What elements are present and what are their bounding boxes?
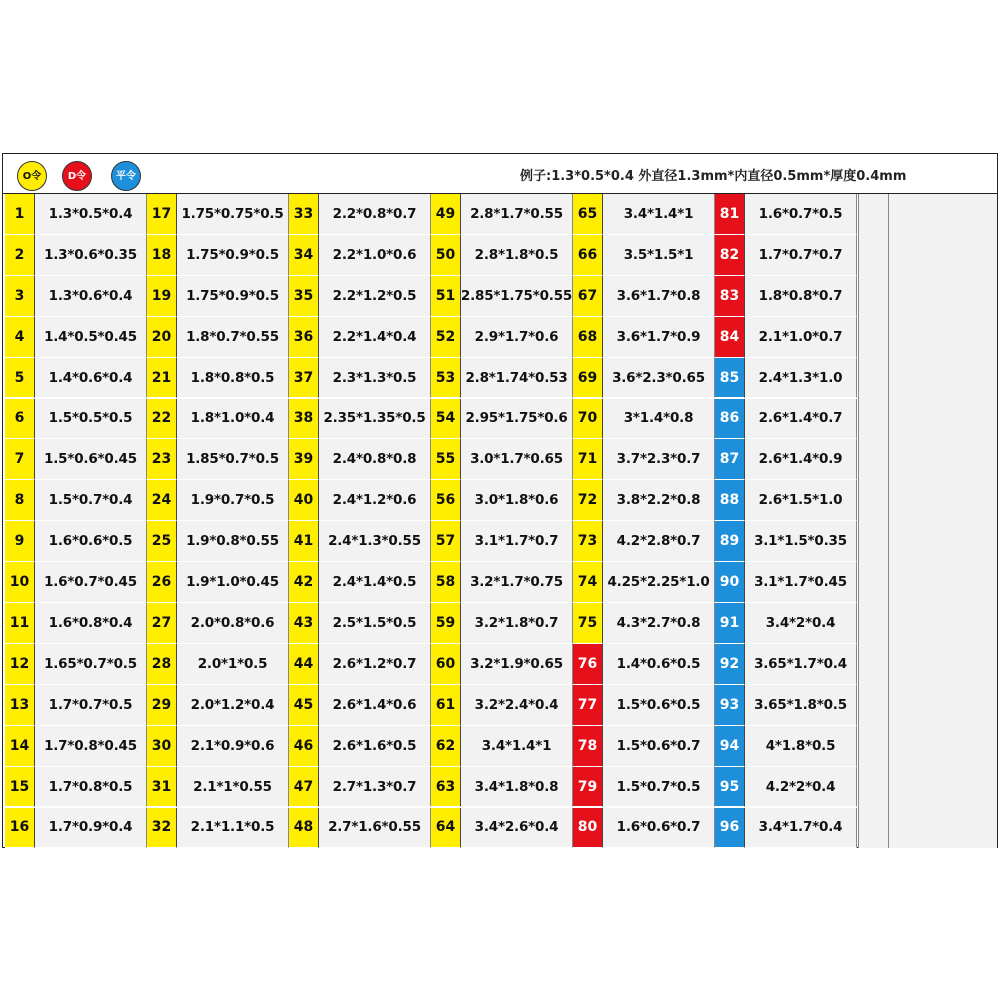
item-number-67: 67 (573, 276, 603, 317)
item-number-83: 83 (715, 276, 745, 317)
item-number-35: 35 (289, 276, 319, 317)
item-number-69: 69 (573, 358, 603, 399)
item-size-75: 4.3*2.7*0.8 (603, 603, 715, 644)
item-size-70: 3*1.4*0.8 (603, 399, 715, 440)
item-size-90: 3.1*1.7*0.45 (745, 562, 857, 603)
item-number-49: 49 (431, 194, 461, 235)
item-number-84: 84 (715, 317, 745, 358)
item-size-79: 1.5*0.7*0.5 (603, 767, 715, 808)
item-size-47: 2.7*1.3*0.7 (319, 767, 431, 808)
item-number-77: 77 (573, 685, 603, 726)
item-size-49: 2.8*1.7*0.55 (461, 194, 573, 235)
item-number-1: 1 (5, 194, 35, 235)
item-size-27: 2.0*0.8*0.6 (177, 603, 289, 644)
item-size-91: 3.4*2*0.4 (745, 603, 857, 644)
item-number-27: 27 (147, 603, 177, 644)
item-number-87: 87 (715, 439, 745, 480)
item-size-42: 2.4*1.4*0.5 (319, 562, 431, 603)
item-size-73: 4.2*2.8*0.7 (603, 521, 715, 562)
item-size-1: 1.3*0.5*0.4 (35, 194, 147, 235)
item-number-94: 94 (715, 726, 745, 767)
item-size-39: 2.4*0.8*0.8 (319, 439, 431, 480)
item-size-88: 2.6*1.5*1.0 (745, 480, 857, 521)
item-size-22: 1.8*1.0*0.4 (177, 399, 289, 440)
item-number-79: 79 (573, 767, 603, 808)
item-size-7: 1.5*0.6*0.45 (35, 439, 147, 480)
item-number-5: 5 (5, 358, 35, 399)
item-number-85: 85 (715, 358, 745, 399)
item-size-5: 1.4*0.6*0.4 (35, 358, 147, 399)
item-number-37: 37 (289, 358, 319, 399)
item-number-64: 64 (431, 808, 461, 849)
item-size-81: 1.6*0.7*0.5 (745, 194, 857, 235)
item-number-81: 81 (715, 194, 745, 235)
item-size-44: 2.6*1.2*0.7 (319, 644, 431, 685)
item-size-86: 2.6*1.4*0.7 (745, 399, 857, 440)
item-size-56: 3.0*1.8*0.6 (461, 480, 573, 521)
legend-flat-ring-badge: 平令 (111, 161, 141, 191)
item-number-3: 3 (5, 276, 35, 317)
item-number-57: 57 (431, 521, 461, 562)
item-number-15: 15 (5, 767, 35, 808)
item-size-6: 1.5*0.5*0.5 (35, 399, 147, 440)
item-number-50: 50 (431, 235, 461, 276)
item-size-50: 2.8*1.8*0.5 (461, 235, 573, 276)
item-size-24: 1.9*0.7*0.5 (177, 480, 289, 521)
item-size-13: 1.7*0.7*0.5 (35, 685, 147, 726)
item-number-8: 8 (5, 480, 35, 521)
item-size-43: 2.5*1.5*0.5 (319, 603, 431, 644)
item-size-35: 2.2*1.2*0.5 (319, 276, 431, 317)
item-size-74: 4.25*2.25*1.0 (603, 562, 715, 603)
item-size-58: 3.2*1.7*0.75 (461, 562, 573, 603)
item-number-65: 65 (573, 194, 603, 235)
item-size-30: 2.1*0.9*0.6 (177, 726, 289, 767)
size-chart-sheet (2, 153, 998, 848)
item-number-36: 36 (289, 317, 319, 358)
item-number-10: 10 (5, 562, 35, 603)
item-number-71: 71 (573, 439, 603, 480)
legend-o-ring-badge: O令 (17, 161, 47, 191)
item-size-83: 1.8*0.8*0.7 (745, 276, 857, 317)
item-size-53: 2.8*1.74*0.53 (461, 358, 573, 399)
item-number-74: 74 (573, 562, 603, 603)
item-size-46: 2.6*1.6*0.5 (319, 726, 431, 767)
item-number-18: 18 (147, 235, 177, 276)
item-size-40: 2.4*1.2*0.6 (319, 480, 431, 521)
item-size-2: 1.3*0.6*0.35 (35, 235, 147, 276)
item-size-61: 3.2*2.4*0.4 (461, 685, 573, 726)
item-size-4: 1.4*0.5*0.45 (35, 317, 147, 358)
item-number-66: 66 (573, 235, 603, 276)
item-number-45: 45 (289, 685, 319, 726)
item-size-69: 3.6*2.3*0.65 (603, 358, 715, 399)
item-size-82: 1.7*0.7*0.7 (745, 235, 857, 276)
item-size-51: 2.85*1.75*0.55 (461, 276, 573, 317)
item-size-19: 1.75*0.9*0.5 (177, 276, 289, 317)
item-size-52: 2.9*1.7*0.6 (461, 317, 573, 358)
item-size-3: 1.3*0.6*0.4 (35, 276, 147, 317)
item-size-45: 2.6*1.4*0.6 (319, 685, 431, 726)
item-number-56: 56 (431, 480, 461, 521)
item-number-43: 43 (289, 603, 319, 644)
item-number-34: 34 (289, 235, 319, 276)
item-number-6: 6 (5, 399, 35, 440)
item-number-9: 9 (5, 521, 35, 562)
item-size-48: 2.7*1.6*0.55 (319, 808, 431, 849)
item-number-88: 88 (715, 480, 745, 521)
item-number-78: 78 (573, 726, 603, 767)
item-number-73: 73 (573, 521, 603, 562)
item-number-13: 13 (5, 685, 35, 726)
item-size-76: 1.4*0.6*0.5 (603, 644, 715, 685)
item-number-31: 31 (147, 767, 177, 808)
legend-bar (3, 154, 997, 194)
item-number-17: 17 (147, 194, 177, 235)
item-size-95: 4.2*2*0.4 (745, 767, 857, 808)
item-size-17: 1.75*0.75*0.5 (177, 194, 289, 235)
item-number-54: 54 (431, 399, 461, 440)
item-number-44: 44 (289, 644, 319, 685)
item-number-41: 41 (289, 521, 319, 562)
item-number-42: 42 (289, 562, 319, 603)
item-number-63: 63 (431, 767, 461, 808)
item-size-67: 3.6*1.7*0.8 (603, 276, 715, 317)
item-number-47: 47 (289, 767, 319, 808)
item-size-93: 3.65*1.8*0.5 (745, 685, 857, 726)
item-size-78: 1.5*0.6*0.7 (603, 726, 715, 767)
item-size-80: 1.6*0.6*0.7 (603, 808, 715, 849)
item-size-64: 3.4*2.6*0.4 (461, 808, 573, 849)
item-number-92: 92 (715, 644, 745, 685)
item-number-70: 70 (573, 399, 603, 440)
blank-column-2 (888, 194, 997, 848)
item-number-91: 91 (715, 603, 745, 644)
item-size-87: 2.6*1.4*0.9 (745, 439, 857, 480)
item-size-34: 2.2*1.0*0.6 (319, 235, 431, 276)
item-size-10: 1.6*0.7*0.45 (35, 562, 147, 603)
item-size-25: 1.9*0.8*0.55 (177, 521, 289, 562)
item-size-59: 3.2*1.8*0.7 (461, 603, 573, 644)
item-number-93: 93 (715, 685, 745, 726)
item-number-26: 26 (147, 562, 177, 603)
item-number-39: 39 (289, 439, 319, 480)
item-number-90: 90 (715, 562, 745, 603)
legend-d-ring-badge: D令 (62, 161, 92, 191)
item-number-62: 62 (431, 726, 461, 767)
item-size-21: 1.8*0.8*0.5 (177, 358, 289, 399)
item-number-53: 53 (431, 358, 461, 399)
item-size-41: 2.4*1.3*0.55 (319, 521, 431, 562)
size-table (3, 194, 997, 848)
item-number-52: 52 (431, 317, 461, 358)
item-number-30: 30 (147, 726, 177, 767)
item-size-63: 3.4*1.8*0.8 (461, 767, 573, 808)
item-size-11: 1.6*0.8*0.4 (35, 603, 147, 644)
item-number-82: 82 (715, 235, 745, 276)
item-size-62: 3.4*1.4*1 (461, 726, 573, 767)
item-size-23: 1.85*0.7*0.5 (177, 439, 289, 480)
item-number-25: 25 (147, 521, 177, 562)
item-size-92: 3.65*1.7*0.4 (745, 644, 857, 685)
item-number-95: 95 (715, 767, 745, 808)
item-number-20: 20 (147, 317, 177, 358)
item-number-29: 29 (147, 685, 177, 726)
item-number-38: 38 (289, 399, 319, 440)
item-size-65: 3.4*1.4*1 (603, 194, 715, 235)
item-size-96: 3.4*1.7*0.4 (745, 808, 857, 849)
item-size-14: 1.7*0.8*0.45 (35, 726, 147, 767)
item-size-77: 1.5*0.6*0.5 (603, 685, 715, 726)
item-size-8: 1.5*0.7*0.4 (35, 480, 147, 521)
item-size-72: 3.8*2.2*0.8 (603, 480, 715, 521)
item-number-19: 19 (147, 276, 177, 317)
item-number-23: 23 (147, 439, 177, 480)
item-number-86: 86 (715, 399, 745, 440)
example-note: 例子:1.3*0.5*0.4 外直径1.3mm*内直径0.5mm*厚度0.4mm (520, 169, 907, 184)
blank-column-1 (858, 194, 888, 848)
item-number-16: 16 (5, 808, 35, 849)
item-size-18: 1.75*0.9*0.5 (177, 235, 289, 276)
item-number-46: 46 (289, 726, 319, 767)
item-number-68: 68 (573, 317, 603, 358)
item-number-48: 48 (289, 808, 319, 849)
item-size-54: 2.95*1.75*0.6 (461, 399, 573, 440)
item-size-57: 3.1*1.7*0.7 (461, 521, 573, 562)
item-size-85: 2.4*1.3*1.0 (745, 358, 857, 399)
item-size-55: 3.0*1.7*0.65 (461, 439, 573, 480)
item-number-11: 11 (5, 603, 35, 644)
item-number-72: 72 (573, 480, 603, 521)
item-size-28: 2.0*1*0.5 (177, 644, 289, 685)
item-size-94: 4*1.8*0.5 (745, 726, 857, 767)
item-number-2: 2 (5, 235, 35, 276)
item-number-12: 12 (5, 644, 35, 685)
item-size-36: 2.2*1.4*0.4 (319, 317, 431, 358)
item-number-89: 89 (715, 521, 745, 562)
item-size-9: 1.6*0.6*0.5 (35, 521, 147, 562)
item-number-33: 33 (289, 194, 319, 235)
item-number-60: 60 (431, 644, 461, 685)
item-number-59: 59 (431, 603, 461, 644)
item-number-4: 4 (5, 317, 35, 358)
item-size-84: 2.1*1.0*0.7 (745, 317, 857, 358)
item-size-38: 2.35*1.35*0.5 (319, 399, 431, 440)
item-number-21: 21 (147, 358, 177, 399)
item-number-14: 14 (5, 726, 35, 767)
item-number-96: 96 (715, 808, 745, 849)
item-size-15: 1.7*0.8*0.5 (35, 767, 147, 808)
item-number-7: 7 (5, 439, 35, 480)
item-number-55: 55 (431, 439, 461, 480)
item-size-60: 3.2*1.9*0.65 (461, 644, 573, 685)
item-size-68: 3.6*1.7*0.9 (603, 317, 715, 358)
item-number-32: 32 (147, 808, 177, 849)
item-size-20: 1.8*0.7*0.55 (177, 317, 289, 358)
item-number-24: 24 (147, 480, 177, 521)
item-size-12: 1.65*0.7*0.5 (35, 644, 147, 685)
item-size-66: 3.5*1.5*1 (603, 235, 715, 276)
item-number-61: 61 (431, 685, 461, 726)
item-number-58: 58 (431, 562, 461, 603)
item-number-22: 22 (147, 399, 177, 440)
item-size-33: 2.2*0.8*0.7 (319, 194, 431, 235)
item-number-28: 28 (147, 644, 177, 685)
item-number-40: 40 (289, 480, 319, 521)
item-number-80: 80 (573, 808, 603, 849)
item-size-89: 3.1*1.5*0.35 (745, 521, 857, 562)
item-size-16: 1.7*0.9*0.4 (35, 808, 147, 849)
item-size-37: 2.3*1.3*0.5 (319, 358, 431, 399)
item-number-76: 76 (573, 644, 603, 685)
item-size-31: 2.1*1*0.55 (177, 767, 289, 808)
item-size-32: 2.1*1.1*0.5 (177, 808, 289, 849)
item-size-26: 1.9*1.0*0.45 (177, 562, 289, 603)
item-size-29: 2.0*1.2*0.4 (177, 685, 289, 726)
item-size-71: 3.7*2.3*0.7 (603, 439, 715, 480)
item-number-75: 75 (573, 603, 603, 644)
item-number-51: 51 (431, 276, 461, 317)
